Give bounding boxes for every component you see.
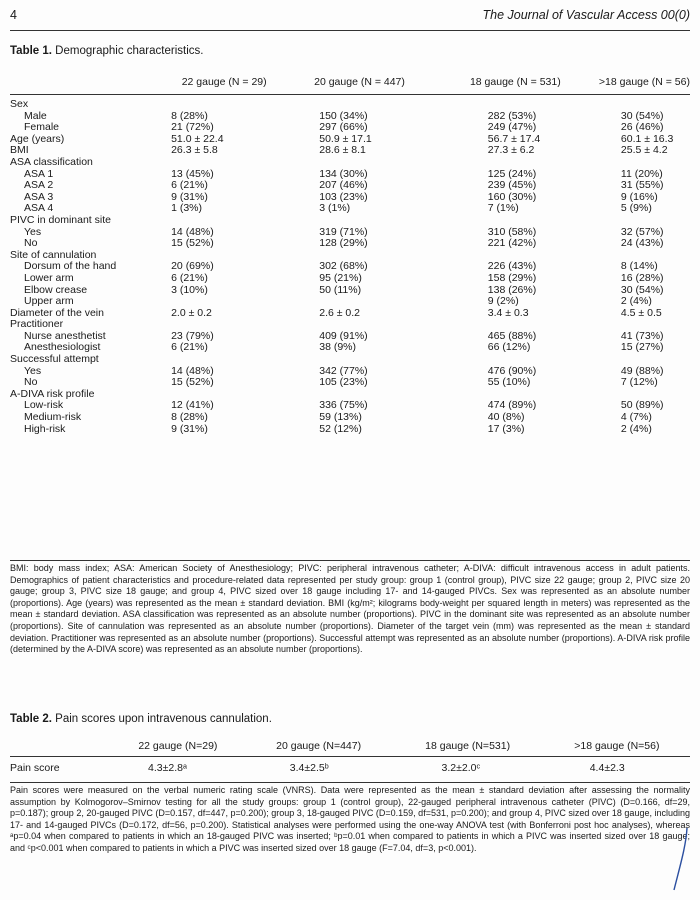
table1-cell-22g <box>161 95 287 111</box>
table1-cell-18g: 282 (53%) <box>487 109 537 122</box>
table1-cell-18g: 66 (12%) <box>487 341 531 354</box>
table1-row-label: Male <box>24 109 47 122</box>
table1-cell-over18g: 5 (9%) <box>620 202 652 215</box>
table1-cell-22g <box>161 354 287 366</box>
table1-cell-22g: 9 (31%) <box>171 190 208 203</box>
table1-row-label: Successful attempt <box>10 353 99 366</box>
table1-row-label: Yes <box>24 364 42 377</box>
table1-cell-22g: 15 (52%) <box>171 237 214 250</box>
table1-cell-18g: 221 (42%) <box>487 237 537 250</box>
table1-cell-22g: 20 (69%) <box>171 260 214 273</box>
pain-scores-table <box>10 736 690 779</box>
table1-cell-over18g: 41 (73%) <box>620 329 664 342</box>
table1-cell-over18g: 15 (27%) <box>620 341 664 354</box>
table1-row-label: Practitioner <box>10 318 64 331</box>
table1-cell-20g: 128 (29%) <box>319 237 368 250</box>
table1-cell-18g: 17 (3%) <box>487 422 525 435</box>
table1-cell-22g: 1 (3%) <box>171 202 203 215</box>
table1-cell-20g: 95 (21%) <box>319 271 362 284</box>
page-header <box>10 8 690 26</box>
table1-cell-20g <box>287 157 432 169</box>
table1-row-label: Female <box>24 121 60 134</box>
table1-cell-22g: 15 (52%) <box>171 376 214 389</box>
table1-cell-22g: 12 (41%) <box>171 399 214 412</box>
table1-cell-18g: 55 (10%) <box>487 376 531 389</box>
table1-cell-over18g: 25.5 ± 4.2 <box>620 144 668 157</box>
table1-cell-22g: 6 (21%) <box>171 271 208 284</box>
table1-cell-20g: 105 (23%) <box>319 376 368 389</box>
table1-row <box>10 377 690 389</box>
table1-cell-22g: 6 (21%) <box>171 341 208 354</box>
table1-cell-over18g <box>599 157 690 169</box>
table1-row-label: BMI <box>10 144 29 157</box>
table1-row <box>10 145 690 157</box>
table2-col-label <box>10 736 110 757</box>
table1-row-label: Low-risk <box>24 399 64 412</box>
table1-row-label: ASA 1 <box>24 167 54 180</box>
table1-cell-22g <box>161 296 287 308</box>
table1-row-label: Age (years) <box>10 132 65 145</box>
table1-cell-over18g: 26 (46%) <box>620 121 664 134</box>
table1-cell-over18g: 2 (4%) <box>620 295 652 308</box>
table1-footnote: BMI: body mass index; ASA: American Society of Anesthesiology; PIVC: peripheral intravenous catheter; A-DIVA: difficult intravenous access in adult patients. Demographics of patient characteristics and procedure-related data represented per study group: group 1 (control group), PIVC size 22 gauge; group 2, PIVC size 20 gauge; group 3, PIVC size 18 gauge; and group 4, PIVC sized over 18 gauge including 17- and 14-gauged PIVCs. Sex was represented as an absolute number (proportions). Age (years) was represented as the mean ± standard deviation. BMI (kg/m²; kilograms body-weight per squared length in meters) was represented as the mean ± standard deviation. ASA classification was represented as an absolute number (proportions). PIVC in the dominant site was represented as an absolute number (proportions). Site of cannulation was represented as an absolute number (proportions). Diameter of the target vein (mm) was represented as the mean ± standard deviation. Practitioner was represented as an absolute number (proportions). Successful attempt was represented as an absolute number (proportions). A-DIVA risk profile (determined by the A-DIVA score) was represented as an absolute number (proportions). <box>10 563 690 655</box>
table1-row <box>10 180 690 192</box>
table1-row-label: No <box>24 237 38 250</box>
table1-cell-18g: 249 (47%) <box>487 121 537 134</box>
table2-value-18g: 3.2±2.0ᶜ <box>441 762 481 774</box>
table2-col-20g: 20 gauge (N=447) <box>246 736 392 757</box>
header-rule <box>10 30 690 31</box>
table2-value-22g: 4.3±2.8ᵃ <box>148 762 187 774</box>
table1-cell-over18g: 50 (89%) <box>620 399 664 412</box>
table1-cell-18g: 239 (45%) <box>487 179 537 192</box>
table1-cell-20g: 297 (66%) <box>319 121 368 134</box>
table1-row-label: ASA 2 <box>24 179 54 192</box>
table1-cell-over18g: 30 (54%) <box>620 283 664 296</box>
table2-label: Table 2. <box>10 713 52 725</box>
table1-cell-22g: 9 (31%) <box>171 422 208 435</box>
table1-cell-22g: 14 (48%) <box>171 225 214 238</box>
table1-row <box>10 308 690 320</box>
table1-row <box>10 273 690 285</box>
table1-cell-18g <box>432 354 599 366</box>
table1-row <box>10 95 690 111</box>
table1-cell-20g: 50.9 ± 17.1 <box>319 132 372 145</box>
table2-col-18g: 18 gauge (N=531) <box>392 736 544 757</box>
table1-col-label <box>10 72 161 95</box>
table1-caption <box>10 45 203 57</box>
table1-cell-over18g <box>599 354 690 366</box>
table1-body <box>10 95 690 436</box>
table1-cell-20g: 409 (91%) <box>319 329 368 342</box>
table2-header-row <box>10 736 690 757</box>
table1-cell-22g: 8 (28%) <box>171 411 208 424</box>
table1-row <box>10 412 690 424</box>
table1-row-label: ASA classification <box>10 155 93 168</box>
table1-row <box>10 354 690 366</box>
table1-cell-20g: 302 (68%) <box>319 260 368 273</box>
table1-cell-over18g: 4 (7%) <box>620 411 652 424</box>
table1-cell-18g: 476 (90%) <box>487 364 537 377</box>
table1-row <box>10 238 690 250</box>
table1-cell-20g: 319 (71%) <box>319 225 368 238</box>
table2-caption <box>10 713 272 725</box>
pen-mark <box>672 826 690 892</box>
table1-cell-18g: 138 (26%) <box>487 283 537 296</box>
table1-cell-18g: 9 (2%) <box>487 295 519 308</box>
table1-row-label: Lower arm <box>24 271 74 284</box>
table1-cell-22g: 2.0 ± 0.2 <box>171 306 212 319</box>
table2-value-over18g: 4.4±2.3 <box>589 762 625 774</box>
table1-cell-22g: 14 (48%) <box>171 364 214 377</box>
table1-cell-20g: 134 (30%) <box>319 167 368 180</box>
table1-cell-over18g: 60.1 ± 16.3 <box>620 132 674 145</box>
table1-cell-22g: 3 (10%) <box>171 283 208 296</box>
table1-cell-over18g <box>599 95 690 111</box>
table2-col-22g: 22 gauge (N=29) <box>110 736 246 757</box>
table1-cell-22g: 8 (28%) <box>171 109 208 122</box>
table1-row-label: Nurse anesthetist <box>24 329 106 342</box>
table2-col-over18g: >18 gauge (N=56) <box>544 736 690 757</box>
table1-col-20g: 20 gauge (N = 447) <box>287 72 432 95</box>
table1-cell-over18g: 16 (28%) <box>620 271 664 284</box>
table1-cell-over18g: 2 (4%) <box>620 422 652 435</box>
table2-title: Pain scores upon intravenous cannulation. <box>55 713 272 725</box>
table1-row <box>10 285 690 297</box>
table1-cell-over18g: 9 (16%) <box>620 190 658 203</box>
table1-cell-18g: 7 (1%) <box>487 202 519 215</box>
journal-title: The Journal of Vascular Access 00(0) <box>482 8 690 22</box>
table1-row-label: ASA 4 <box>24 202 54 215</box>
table1-row-label: Dorsum of the hand <box>24 260 117 273</box>
table1-cell-over18g: 49 (88%) <box>620 364 664 377</box>
table1-cell-20g: 150 (34%) <box>319 109 368 122</box>
table1-cell-over18g: 4.5 ± 0.5 <box>620 306 662 319</box>
table1-row-label: Yes <box>24 225 42 238</box>
table1-row <box>10 203 690 215</box>
table1-row-label: Medium-risk <box>24 411 82 424</box>
demographics-table <box>10 72 690 435</box>
table1-cell-over18g: 7 (12%) <box>620 376 658 389</box>
table1-cell-20g: 59 (13%) <box>319 411 362 424</box>
table1-row <box>10 157 690 169</box>
table2-bottom-rule <box>10 782 690 783</box>
table1-cell-over18g <box>599 215 690 227</box>
table1-row <box>10 192 690 204</box>
table1-cell-over18g: 8 (14%) <box>620 260 658 273</box>
table2-row-pain-score <box>10 757 690 780</box>
table1-col-22g: 22 gauge (N = 29) <box>161 72 287 95</box>
table1-cell-18g: 40 (8%) <box>487 411 525 424</box>
table2-value-20g: 3.4±2.5ᵇ <box>289 762 329 774</box>
table1-cell-over18g: 24 (43%) <box>620 237 664 250</box>
table1-cell-20g: 2.6 ± 0.2 <box>319 306 361 319</box>
table1-row-label: High-risk <box>24 422 66 435</box>
table1-cell-18g <box>432 157 599 169</box>
table1-row-label: Elbow crease <box>24 283 88 296</box>
table1-cell-22g: 13 (45%) <box>171 167 214 180</box>
table1-cell-18g: 27.3 ± 6.2 <box>487 144 535 157</box>
table1-title: Demographic characteristics. <box>55 45 204 57</box>
table1-row-label: Site of cannulation <box>10 248 97 261</box>
table1-col-over18g: >18 gauge (N = 56) <box>599 72 690 95</box>
table1-cell-18g <box>432 215 599 227</box>
table1-cell-20g: 103 (23%) <box>319 190 368 203</box>
table1-cell-22g <box>161 215 287 227</box>
table1-cell-22g: 21 (72%) <box>171 121 214 134</box>
table1-row-label: Upper arm <box>24 295 74 308</box>
table1-cell-22g: 6 (21%) <box>171 179 208 192</box>
table1-cell-22g: 51.0 ± 22.4 <box>171 132 224 145</box>
table1-row <box>10 342 690 354</box>
page-number: 4 <box>10 8 17 22</box>
table1-cell-18g: 465 (88%) <box>487 329 537 342</box>
table1-cell-18g: 158 (29%) <box>487 271 537 284</box>
table1-cell-20g <box>287 95 432 111</box>
table1-cell-18g: 310 (58%) <box>487 225 537 238</box>
table1-cell-20g: 28.6 ± 8.1 <box>319 144 366 157</box>
table1-cell-20g: 342 (77%) <box>319 364 368 377</box>
table1-cell-18g: 125 (24%) <box>487 167 537 180</box>
table1-cell-20g: 50 (11%) <box>319 283 362 296</box>
table1-cell-over18g: 11 (20%) <box>620 167 663 180</box>
table1-row-label: ASA 3 <box>24 190 54 203</box>
table1-cell-18g: 474 (89%) <box>487 399 537 412</box>
table1-row-label: Diameter of the vein <box>10 306 104 319</box>
table1-bottom-rule <box>10 560 690 561</box>
table1-cell-20g: 207 (46%) <box>319 179 368 192</box>
table1-row <box>10 424 690 436</box>
table1-row <box>10 215 690 227</box>
table1-row-label: PIVC in dominant site <box>10 213 111 226</box>
table1-cell-18g: 160 (30%) <box>487 190 537 203</box>
table1-cell-over18g: 32 (57%) <box>620 225 664 238</box>
table1-cell-20g: 52 (12%) <box>319 422 362 435</box>
table1-cell-18g <box>432 95 599 111</box>
table1-cell-20g: 38 (9%) <box>319 341 356 354</box>
table1-cell-18g: 226 (43%) <box>487 260 537 273</box>
table1-cell-22g: 26.3 ± 5.8 <box>171 144 218 157</box>
table1-cell-20g <box>287 296 432 308</box>
table1-row-label: No <box>24 376 38 389</box>
table1-row <box>10 296 690 308</box>
table1-col-18g: 18 gauge (N = 531) <box>432 72 599 95</box>
table1-row-label: Sex <box>10 98 29 110</box>
table2-row-label: Pain score <box>10 762 60 774</box>
table1-cell-20g: 336 (75%) <box>319 399 368 412</box>
table2-footnote: Pain scores were measured on the verbal numeric rating scale (VNRS). Data were represented as the mean ± standard deviation after assessing the normality assumption by Kolmogorov–Smirnov testing for all the study groups: group 1 (control group), 22-gauged peripheral intravenous catheter (PIVC) (D=0.166, df=29, p=0.187); group 2, 20-gauged PIVC (D=0.157, df=447, p=0.200); group 3, 18-gauged PIVC (D=0.159, df=531, p=0.200); and group 4, PIVC sized over 18 gauge, including 17- and 14-gauged PIVCs (D=0.172, df=56, p=0.200). Statistical analyses were performed using the one-way ANOVA test (with Bonferroni post hoc analyses), whereas ᵃp=0.04 when compared to patients in which an 18-gauged PIVC was inserted; ᵇp=0.01 when compared to patients in which a PIVC was inserted sized over 18 gauge; and ᶜp<0.001 when compared to patients in which a PIVC was inserted sized over 18 gauge (F=7.04, df=3, p<0.001). <box>10 785 690 853</box>
table1-cell-20g: 3 (1%) <box>319 202 351 215</box>
table1-row-label: Anesthesiologist <box>24 341 101 354</box>
table1-cell-22g: 23 (79%) <box>171 329 214 342</box>
table1-cell-22g <box>161 157 287 169</box>
table1-cell-over18g: 30 (54%) <box>620 109 664 122</box>
table1-header-row <box>10 72 690 95</box>
table1-cell-over18g: 31 (55%) <box>620 179 664 192</box>
table1-label: Table 1. <box>10 45 52 57</box>
table1-cell-20g <box>287 354 432 366</box>
table1-cell-20g <box>287 215 432 227</box>
table1-cell-18g: 56.7 ± 17.4 <box>487 132 541 145</box>
table1-row-label: A-DIVA risk profile <box>10 387 95 400</box>
table1-cell-18g: 3.4 ± 0.3 <box>487 306 529 319</box>
